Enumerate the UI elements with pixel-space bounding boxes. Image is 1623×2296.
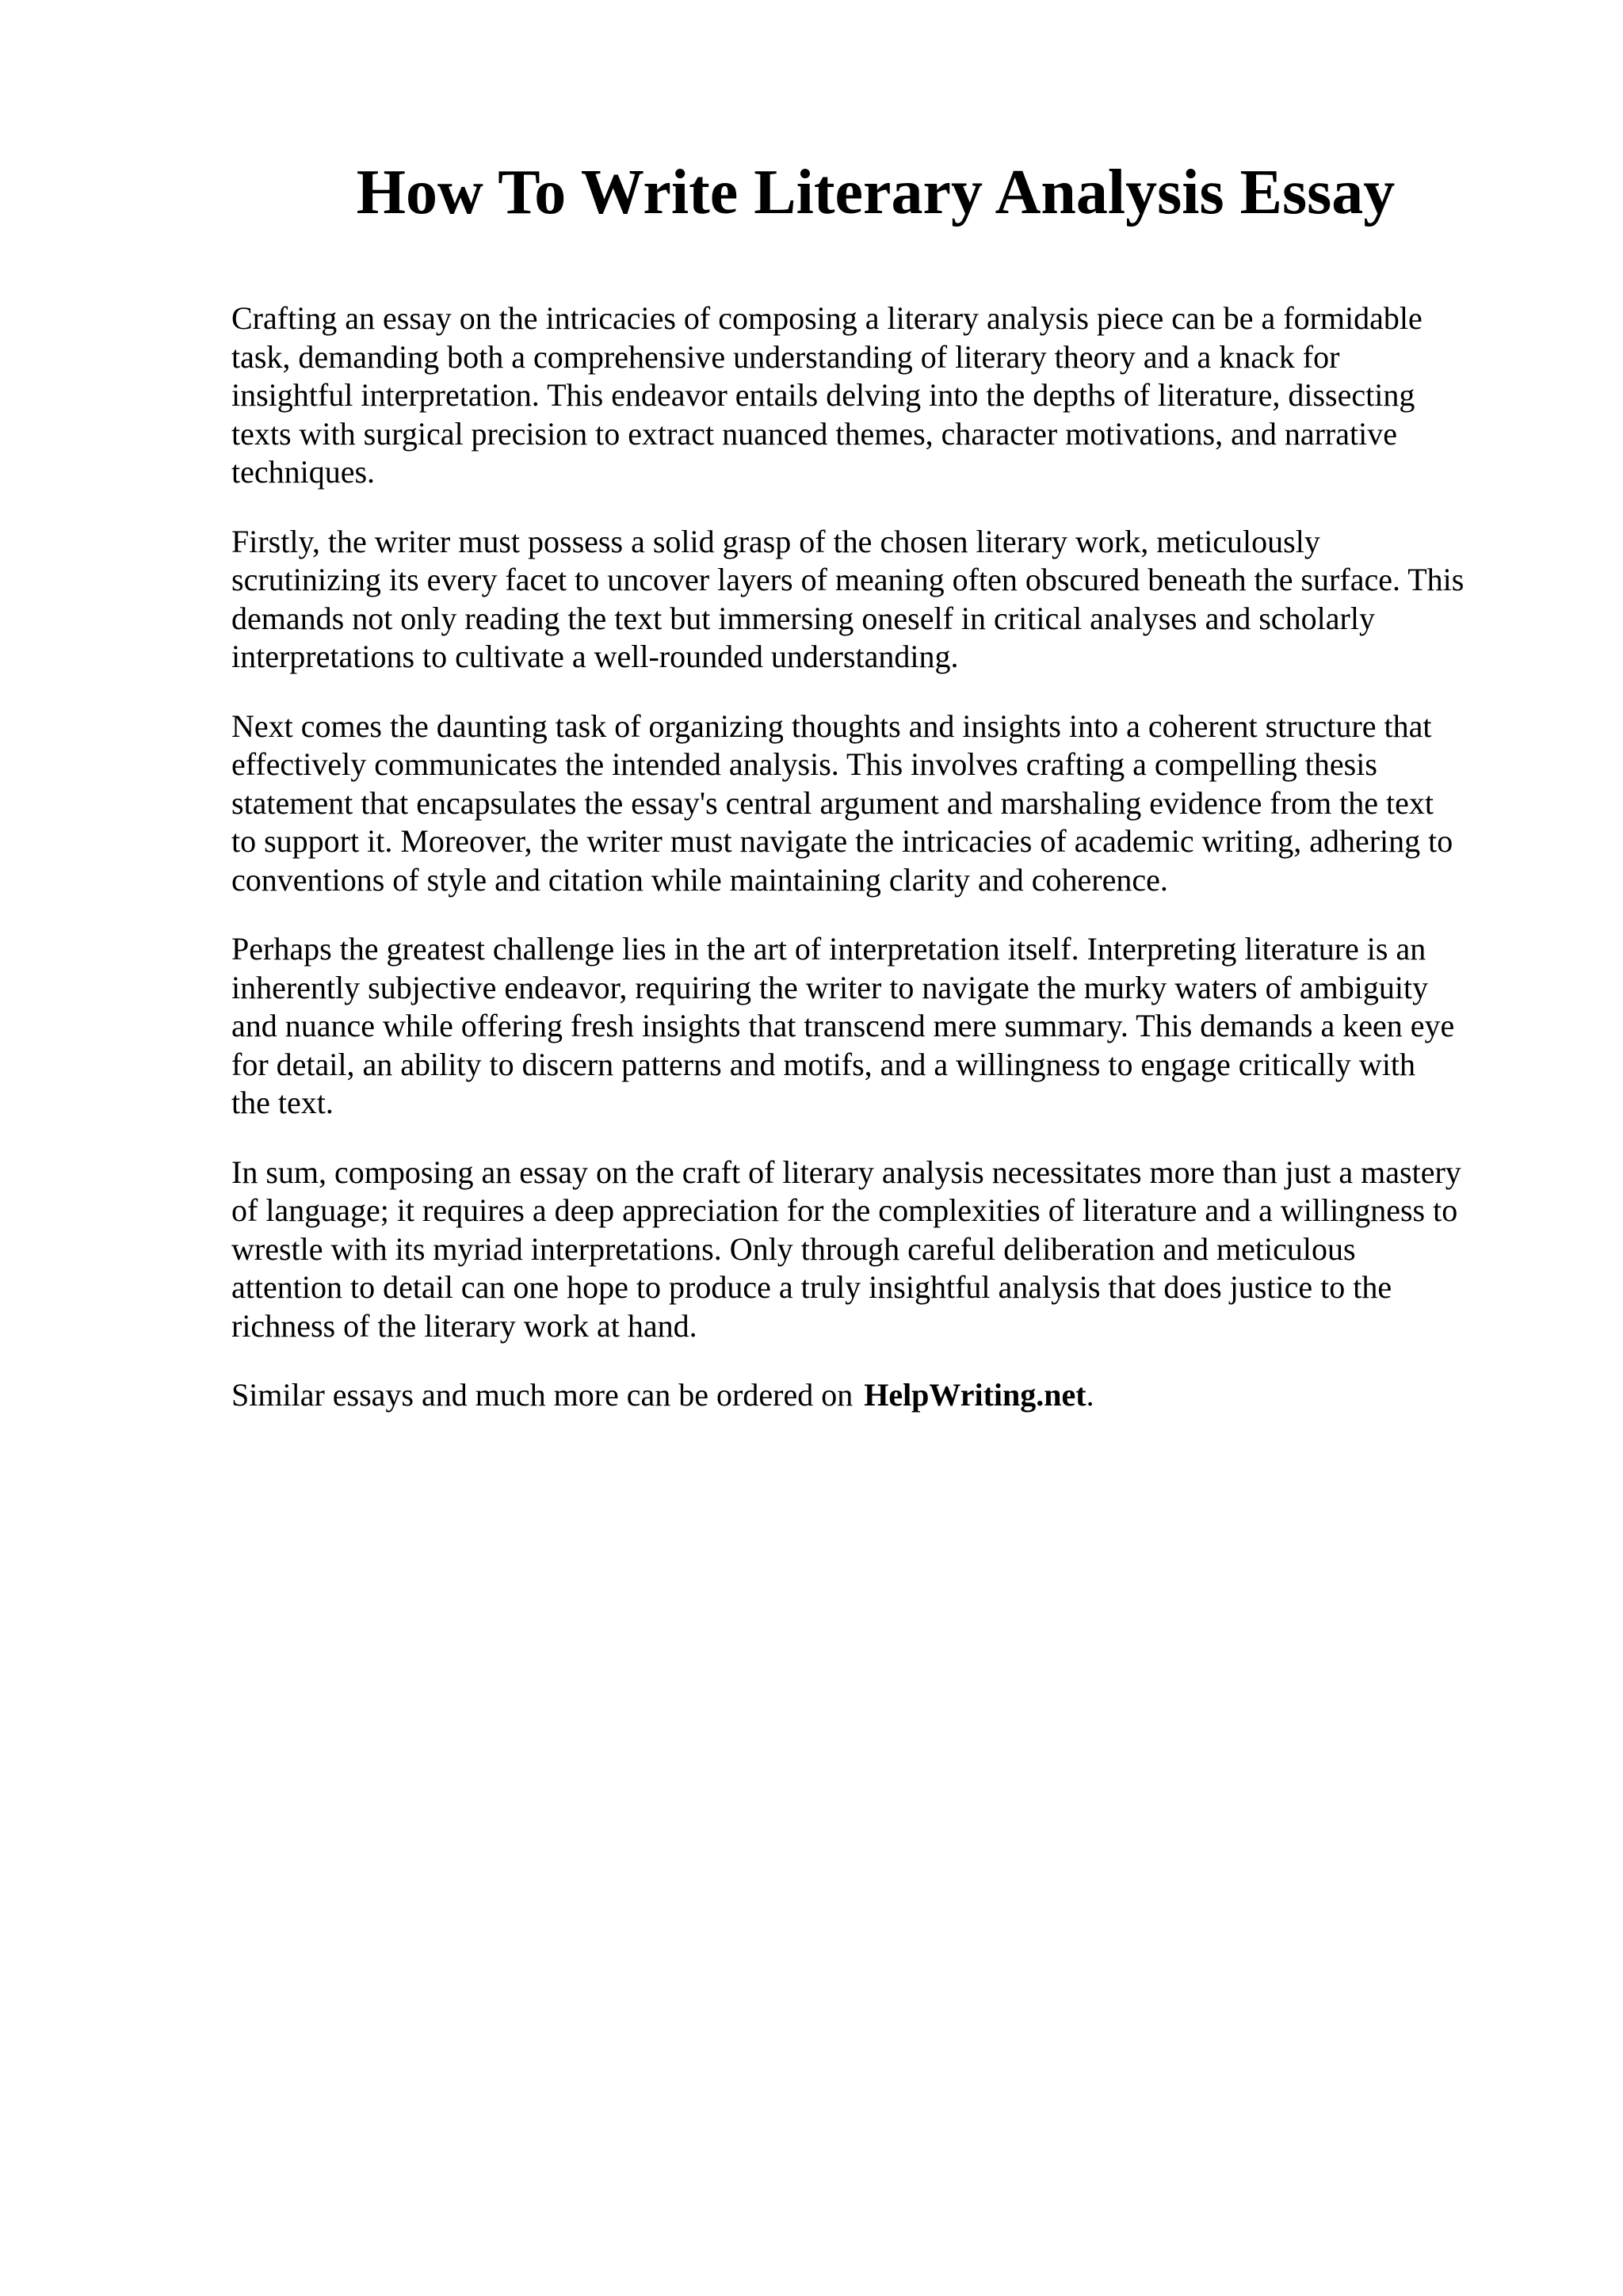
footer-suffix: .	[1086, 1377, 1094, 1413]
paragraph-line: attention to detail can one hope to produce a truly insightful analysis that does justice to the	[231, 1269, 1392, 1305]
paragraph-line: conventions of style and citation while maintaining clarity and coherence.	[231, 861, 1168, 898]
paragraph-line: techniques.	[231, 454, 376, 490]
paragraph-4	[231, 930, 1515, 1123]
document-body	[231, 299, 1515, 1446]
paragraph-line: wrestle with its myriad interpretations. Only through careful deliberation and meticulous	[231, 1230, 1356, 1267]
paragraph-line: for detail, an ability to discern patterns and motifs, and a willingness to engage critically with	[231, 1046, 1416, 1082]
footer-note	[231, 1376, 1515, 1415]
paragraph-line: inherently subjective endeavor, requiring the writer to navigate the murky waters of ambiguity	[231, 969, 1429, 1005]
paragraph-line: Firstly, the writer must possess a solid grasp of the chosen literary work, meticulously	[231, 523, 1320, 559]
paragraph-2	[231, 523, 1515, 677]
paragraph-line: the text.	[231, 1085, 334, 1120]
paragraph-line: demands not only reading the text but immersing oneself in critical analyses and scholarly	[231, 600, 1375, 636]
paragraph-line: richness of the literary work at hand.	[231, 1307, 697, 1344]
paragraph-line: In sum, composing an essay on the craft of literary analysis necessitates more than just a mastery	[231, 1154, 1461, 1190]
paragraph-line: task, demanding both a comprehensive understanding of literary theory and a knack for	[231, 338, 1340, 375]
document-title: How To Write Literary Analysis Essay	[356, 158, 1396, 227]
paragraph-line: of language; it requires a deep appreciation for the complexities of literature and a willingness to	[231, 1192, 1458, 1228]
paragraph-line: Next comes the daunting task of organizing thoughts and insights into a coherent structure that	[231, 707, 1432, 744]
paragraph-3	[231, 707, 1515, 900]
paragraph-line: and nuance while offering fresh insights that transcend mere summary. This demands a keen eye	[231, 1008, 1455, 1043]
paragraph-line: statement that encapsulates the essay's central argument and marshaling evidence from the text	[231, 784, 1434, 821]
paragraph-line: Perhaps the greatest challenge lies in the art of interpretation itself. Interpreting literature is an	[231, 931, 1426, 967]
paragraph-line: interpretations to cultivate a well-rounded understanding.	[231, 639, 959, 674]
paragraph-line: Crafting an essay on the intricacies of composing a literary analysis piece can be a formidable	[231, 300, 1423, 336]
paragraph-line: scrutinizing its every facet to uncover layers of meaning often obscured beneath the surface. This	[231, 562, 1465, 597]
footer-text: Similar essays and much more can be ordered on	[231, 1377, 854, 1413]
paragraph-line: texts with surgical precision to extract nuanced themes, character motivations, and narrative	[231, 415, 1397, 452]
paragraph-line: insightful interpretation. This endeavor entails delving into the depths of literature, dissecting	[231, 377, 1415, 413]
paragraph-5	[231, 1154, 1515, 1346]
paragraph-line: effectively communicates the intended analysis. This involves crafting a compelling thesis	[231, 746, 1377, 782]
paragraph-1	[231, 299, 1515, 492]
paragraph-line: to support it. Moreover, the writer must navigate the intricacies of academic writing, adhering to	[231, 823, 1453, 859]
helpwriting-link[interactable]: HelpWriting.net	[864, 1377, 1086, 1413]
